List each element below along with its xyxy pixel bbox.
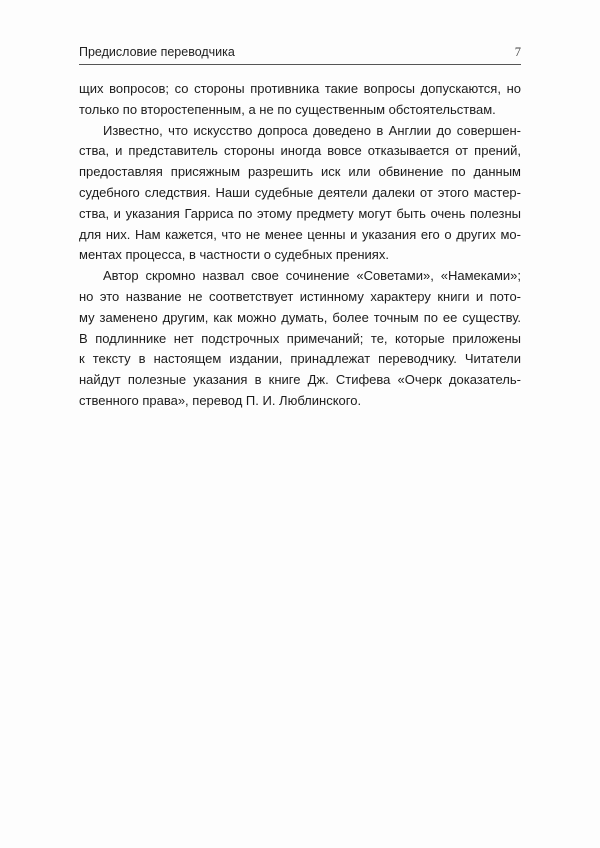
paragraph-3 (79, 266, 521, 412)
text-line: но это название не соответствует истинному характеру книги и пото- (79, 288, 521, 304)
paragraph-1 (79, 79, 521, 121)
text-line: ственного права», перевод П. И. Люблинского. (79, 392, 362, 408)
text-line: В подлиннике нет подстрочных примечаний; те, которые приложены (79, 330, 521, 346)
running-head (79, 44, 521, 65)
text-line: судебного следствия. Наши судебные деятели далеки от этого мастер- (79, 184, 521, 200)
text-line: найдут полезные указания в книге Дж. Стифева «Очерк доказатель- (79, 372, 521, 388)
paragraph-2 (79, 121, 521, 267)
text-line: ства, и представитель стороны иногда вовсе отказывается от прений, (79, 143, 521, 159)
page-number: 7 (514, 45, 521, 59)
text-line: Автор скромно назвал свое сочинение «Советами», «Намеками»; (103, 268, 521, 284)
text-line: ментах процесса, в частности о судебных прениях. (79, 247, 389, 263)
text-line: предоставляя присяжным разрешить иск или обвинение по данным (79, 164, 521, 180)
body-text (79, 79, 521, 412)
text-line: Известно, что искусство допроса доведено в Англии до совершен- (103, 122, 521, 138)
text-line: ства, и указания Гарриса по этому предмету могут быть очень полезны (79, 205, 521, 221)
text-line: му заменено другим, как можно думать, более точным по ее существу. (79, 309, 521, 325)
running-title: Предисловие переводчика (79, 45, 235, 59)
text-line: щих вопросов; со стороны противника такие вопросы допускаются, но (79, 81, 521, 96)
text-line: к тексту в настоящем издании, принадлежат переводчику. Читатели (79, 351, 521, 367)
text-line: только по второстепенным, а не по существенным обстоятельствам. (79, 101, 496, 117)
text-line: для них. Нам кажется, что не менее ценны и указания его о других мо- (79, 226, 521, 242)
